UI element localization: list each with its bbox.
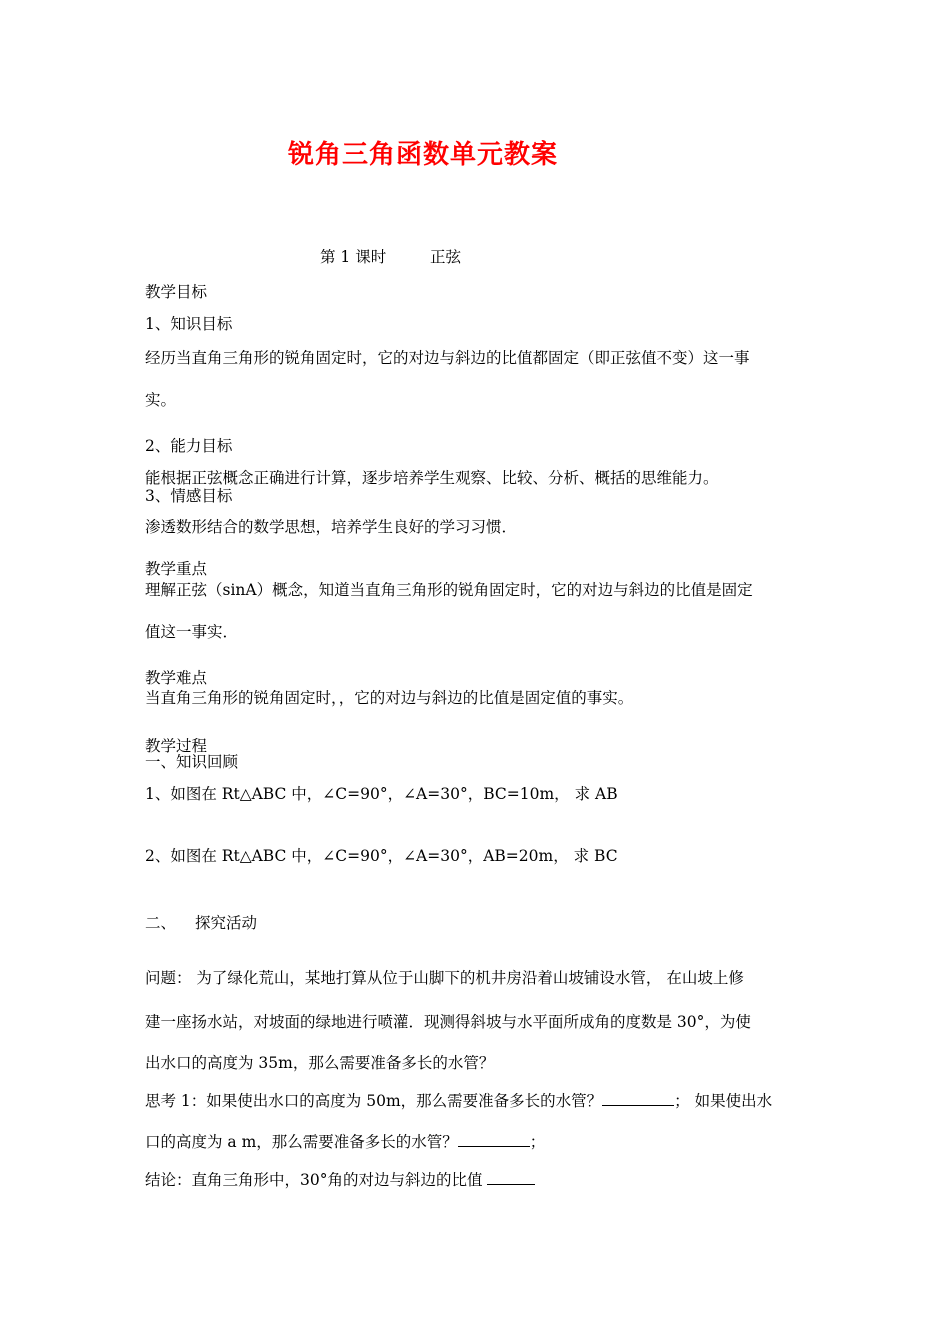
- key-point-text-cont: 值这一事实．: [145, 623, 239, 641]
- emotion-goal-heading: 3、情感目标: [145, 487, 233, 505]
- knowledge-goal-text-cont: 实。: [145, 391, 177, 409]
- think-text-a: 思考 1：如果使出水口的高度为 50m，那么需要准备多长的水管？: [145, 1092, 603, 1110]
- problem-text: 问题： 为了绿化荒山，某地打算从位于山脚下的机井房沿着山坡铺设水管， 在山坡上修: [145, 969, 744, 987]
- ability-goal-text: 能根据正弦概念正确进行计算，逐步培养学生观察、比较、分析、概括的思维能力。: [145, 469, 719, 487]
- knowledge-goal-heading: 1、知识目标: [145, 315, 233, 333]
- review-question-2: 2、如图在 Rt△ABC 中，∠C=90°，∠A=30°，AB=20m， 求 BC: [145, 847, 618, 865]
- document-title: 锐角三角函数单元教案: [288, 140, 559, 170]
- think-text-c: 口的高度为 a m，那么需要准备多长的水管？: [145, 1133, 458, 1151]
- problem-text-cont-2: 出水口的高度为 35m，那么需要准备多长的水管？: [145, 1054, 495, 1072]
- difficulty-text: 当直角三角形的锐角固定时，，它的对边与斜边的比值是固定值的事实。: [145, 689, 634, 707]
- explore-heading: 探究活动: [195, 914, 258, 932]
- difficulty-heading: 教学难点: [145, 669, 208, 687]
- key-point-text: 理解正弦（sinA）概念，知道当直角三角形的锐角固定时，它的对边与斜边的比值是固定: [145, 581, 753, 599]
- conclusion-text: 结论：直角三角形中，30°角的对边与斜边的比值: [145, 1171, 483, 1189]
- answer-blank[interactable]: [487, 1168, 535, 1185]
- ability-goal-heading: 2、能力目标: [145, 437, 233, 455]
- think-text-d: ；: [529, 1133, 546, 1151]
- answer-blank[interactable]: [602, 1089, 674, 1106]
- emotion-goal-text: 渗透数形结合的数学思想，培养学生良好的学习习惯．: [145, 518, 518, 536]
- explore-number: 二、: [145, 914, 177, 932]
- review-heading: 一、知识回顾: [145, 753, 239, 771]
- process-heading: 教学过程: [145, 737, 208, 755]
- key-point-heading: 教学重点: [145, 560, 208, 578]
- lesson-topic: 正弦: [430, 248, 462, 266]
- think-question-1: [145, 1089, 772, 1111]
- problem-text-cont-1: 建一座扬水站，对坡面的绿地进行喷灌．现测得斜坡与水平面所成角的度数是 30°，为使: [145, 1013, 751, 1031]
- lesson-number: 第 1 课时: [320, 248, 387, 266]
- review-question-1: 1、如图在 Rt△ABC 中，∠C=90°，∠A=30°，BC=10m， 求 AB: [145, 785, 618, 803]
- answer-blank[interactable]: [458, 1130, 530, 1147]
- knowledge-goal-text: 经历当直角三角形的锐角固定时，它的对边与斜边的比值都固定（即正弦值不变）这一事: [145, 349, 750, 367]
- teaching-goals-heading: 教学目标: [145, 283, 208, 301]
- think-text-b: ； 如果使出水: [674, 1092, 773, 1110]
- think-question-1-cont: [145, 1130, 545, 1152]
- conclusion-line: [145, 1168, 535, 1190]
